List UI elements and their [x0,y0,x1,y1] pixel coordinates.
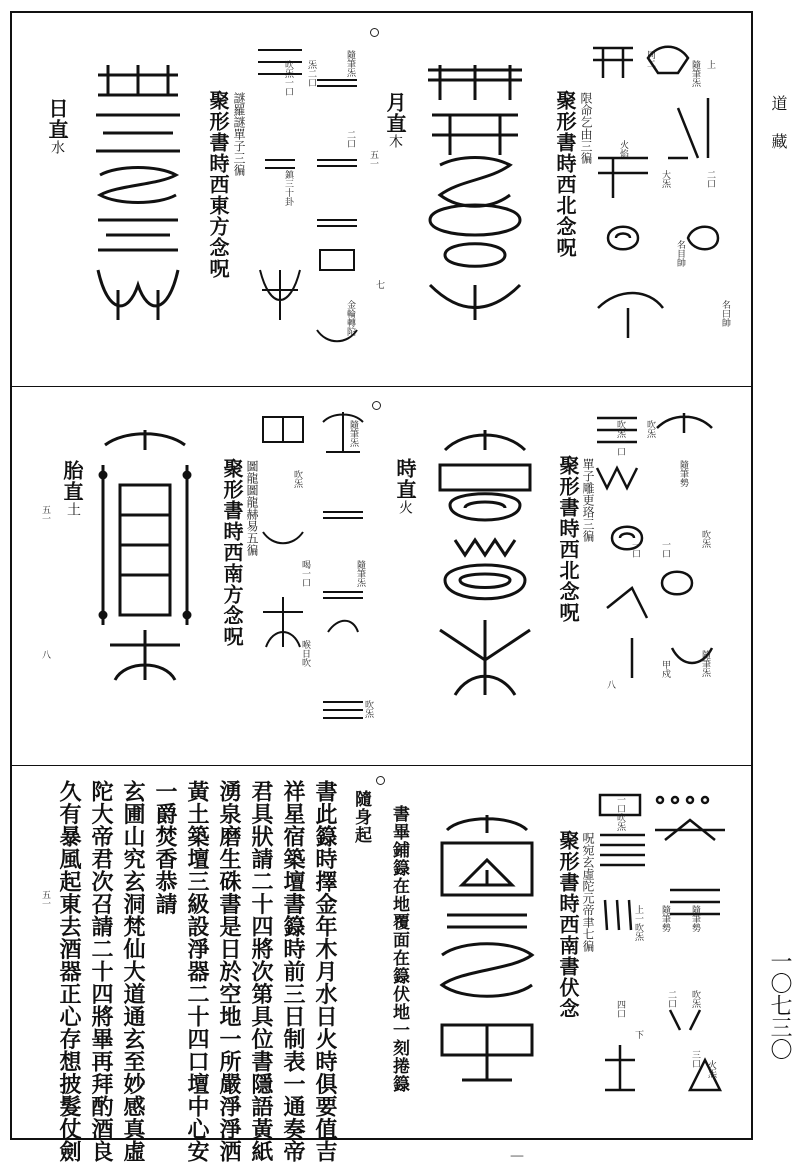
panel-divider-top [10,386,753,387]
label-p1-f: 金輪轉陀 [345,300,355,336]
label-p2-i: 吹炁 [645,420,655,438]
label-p2-a: 吹炁 [292,470,302,488]
talisman-carry [432,815,542,1085]
label-p2-f: 吹炁 [363,700,373,718]
talisman-day-water [88,55,188,325]
label-p1-l: 二口 [705,170,715,188]
label-p2-j: 一口 [660,540,670,558]
instruction-2-sub: 謎羅謎單子三徧 [232,92,246,176]
label-p3-h: 吹炁 [690,990,700,1008]
womb-counts: 五一 [40,505,50,523]
label-p1-k: 上 [705,60,715,69]
womb-title: 胎直 [60,460,84,502]
label-p1-d: 隨筆炁 [345,50,355,77]
label-p3-b: 四口 [615,1000,625,1018]
eight-mark-2: 八 [605,680,615,689]
talisman-chain [588,38,738,348]
talisman-hour-fire [430,430,540,700]
label-p2-l: 隨筆勢 [678,460,688,487]
label-p2-b: 喝一口 [300,560,310,587]
moon-counts: 五一 [368,150,378,168]
circle-mark-2 [372,401,381,410]
label-p1-n: 火焰 [618,140,628,158]
day-title: 日直 [45,98,69,140]
carry-text-line-2: 書此籙時擇金年木月水日火時俱要值吉 [312,780,338,1163]
label-p2-k: 甲戍 [660,660,670,678]
talisman-hour-small [258,412,308,652]
instruction-p3: 聚形書時西南書伏念 [556,830,580,1019]
carry-text-line-9: 陀大帝君次召請二十四將畢再拜酌酒良 [88,780,114,1163]
label-p1-j: 隨筆炁 [690,60,700,87]
label-p1-g: 同二 [645,50,655,68]
carry-text-line-4: 君具狀請二十四將次第具位書隱語黃紙 [248,780,274,1163]
instruction-1-sub: 限命乞由三徧 [579,92,593,164]
instruction-p2-2-sub: 圖龍圖龍赫易五徧 [245,460,259,556]
carry-text-line-10: 久有暴風起東去酒器正心存想披髮仗劍 [56,780,82,1163]
label-p1-a: 吹炁一口 [283,60,293,96]
label-p2-m: 吹炁 [700,530,710,548]
book-title: 道藏 [769,95,788,171]
label-p1-m: 名曰帥 [720,300,730,327]
panel-divider-bottom [10,765,753,766]
label-p3-c: 上一吹炁 [633,905,643,941]
eight-mark: 八 [40,650,50,659]
label-p2-d: 隨筆炁 [348,420,358,447]
hour-element: 火 [397,500,413,514]
label-p2-h: 一口 [630,540,640,558]
label-p3-j: 三口 [690,1050,700,1068]
footer-mark: — [510,1148,524,1164]
label-p1-e: 二口 [345,130,355,148]
label-p3-f: 二口 [666,990,676,1008]
talisman-moon-wood [420,55,530,325]
label-p1-c: 炁二口 [306,60,316,87]
womb-element: 土 [65,502,81,516]
instruction-p2-1: 聚形書時西北念呪 [556,455,580,623]
label-p3-a: 一口吹炁 [615,795,625,831]
day-element: 水 [49,140,65,154]
label-p2-g: 吹炁一口 [615,420,625,456]
instruction-p2-1-sub: 單子雕更珞三徧 [581,458,595,542]
hour-title: 時直 [393,458,417,500]
label-p1-h: 大炁 [660,170,670,188]
talisman-chain-3 [595,790,745,1120]
label-p3-i: 火炁 [706,1060,716,1078]
carry-text-line-8: 玄圃山究玄洞梵仙大道通玄至妙感真虛 [120,780,146,1163]
carry-text-line-6: 黃土築壇三級設淨器二十四口壇中心安 [184,780,210,1163]
page-number: 一〇七三〇 [767,950,792,1060]
talisman-womb-earth [95,425,195,685]
label-p2-n: 隨筆炁 [700,650,710,677]
label-p1-b: 鎮三十卦 [283,170,293,206]
label-p1-i: 名目帥 [675,240,685,267]
moon-title: 月直 [383,92,407,134]
circle-mark [370,28,379,37]
instruction-p3-sub: 呪宛玄虛陀元帝聿七徧 [581,832,595,952]
carry-text-line-7: 一爵焚香恭請 [152,780,178,915]
label-p3-g: 隨筆勢 [690,905,700,932]
moon-element: 木 [387,134,403,148]
carry-title: 隨身起 [351,790,371,844]
label-p3-e: 隨筆勢 [660,905,670,932]
label-p2-c: 喉日吹 [300,640,310,667]
talisman-moon-small [250,40,310,330]
circle-mark-3 [376,776,385,785]
p3-counts: 五一 [40,890,50,908]
instruction-1: 聚形書時西北念呪 [553,90,577,258]
instruction-p2-2: 聚形書時西南方念呪 [220,458,244,647]
carry-text-line-5: 湧泉磨生硃書是日於空地一所嚴淨淨洒 [216,780,242,1163]
carry-text-line-1: 書畢鋪籙在地覆面在籙伏地一刻捲籙 [389,805,409,1093]
carry-text-line-3: 祥星宿築壇書籙時前三日制表一通奏帝 [280,780,306,1163]
seven-mark: 七 [374,280,384,289]
label-p3-d: 下 [633,1030,643,1039]
instruction-2: 聚形書時西東方念呪 [206,90,230,279]
label-p2-e: 隨筆炁 [355,560,365,587]
